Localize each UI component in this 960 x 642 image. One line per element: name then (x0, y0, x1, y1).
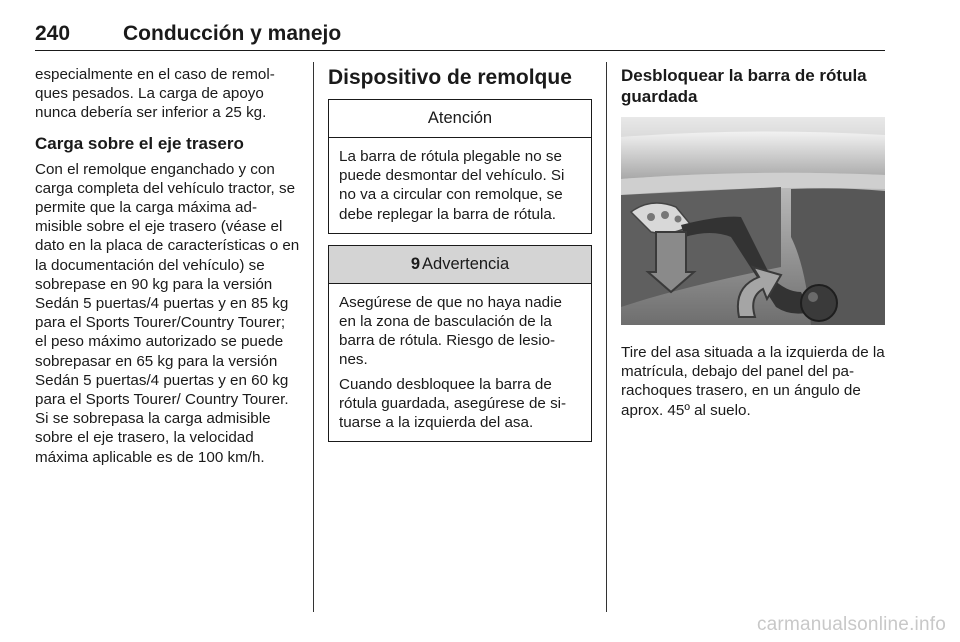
page-header (35, 22, 885, 51)
warning-box (328, 245, 592, 442)
column-middle (328, 65, 592, 453)
section-heading-towing: Dispositivo de remolque (328, 66, 572, 89)
chapter-title: Conducción y manejo (123, 22, 342, 45)
warning-text-1: Asegúrese de que no haya nadie en la zona de basculación de la barra de rótula. Riesgo de lesio-nes. (339, 293, 562, 369)
warning-title: Advertencia (422, 254, 510, 273)
attention-box (328, 99, 592, 234)
column-divider (313, 62, 314, 612)
attention-title: Atención (329, 100, 591, 138)
section-heading-unlock: Desbloquear la barra de rótula guardada (621, 66, 867, 106)
page-number: 240 (35, 22, 71, 45)
tow-bar-illustration-svg (621, 117, 885, 325)
rear-axle-paragraph: Con el remolque enganchado y con carga completa del vehículo tractor, se permite que la carga máxima ad-misible sobre el eje trasero (véase el dato en la placa de características o en la documentación del vehículo) se sobrepase en 90 kg para la versión Sedán 5 puertas/4 puertas y en 85 kg para el Sports Tourer/Country Tourer; el peso máximo autorizado se puede sobrepasar en 65 kg para la versión Sedán 5 puertas/4 puertas y en 60 kg para el Sports Tourer/ Country Tourer. Si se sobrepasa la carga admisible sobre el eje trasero, la velocidad máxima aplicable es de 100 km/h. (35, 160, 300, 466)
intro-paragraph: especialmente en el caso de remol-ques pesados. La carga de apoyo nunca debería ser inferior a 25 kg. (35, 66, 275, 122)
warning-header (329, 246, 591, 284)
warning-icon: 9 (410, 254, 421, 273)
attention-text: La barra de rótula plegable no se puede desmontar del vehículo. Si no va a circular con remolque, se debe replegar la barra de rótula. (339, 148, 565, 223)
warning-text-2: Cuando desbloquee la barra de rótula guardada, asegúrese de si-tuarse a la izquierda del asa. (339, 375, 567, 432)
column-right (621, 65, 887, 420)
section-heading-rear-axle: Carga sobre el eje trasero (35, 133, 244, 153)
tow-bar-unlock-illustration (621, 117, 885, 325)
column-divider (606, 62, 607, 612)
column-left (35, 65, 300, 467)
watermark: carmanualsonline.info (756, 614, 946, 635)
unlock-instructions: Tire del asa situada a la izquierda de la matrícula, debajo del panel del pa-rachoques trasero, en un ángulo de aprox. 45º al suelo. (621, 344, 885, 419)
